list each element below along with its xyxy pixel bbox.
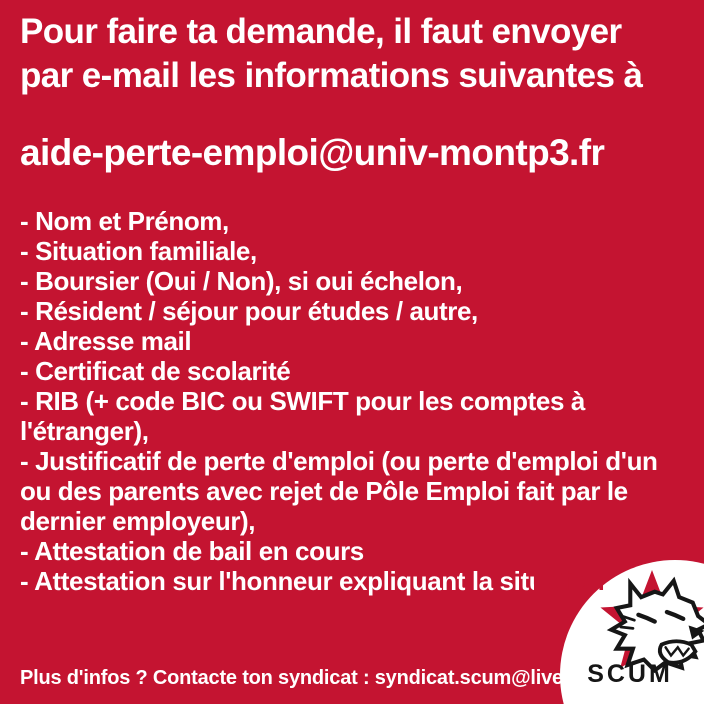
- footer-contact-note: Plus d'infos ? Contacte ton syndicat : syndicat.scum@live.fr: [20, 667, 583, 689]
- list-item: - Certificat de scolarité: [20, 356, 291, 387]
- title-line-1: Pour faire ta demande, il faut envoyer: [20, 12, 622, 51]
- list-item: - RIB (+ code BIC ou SWIFT pour les comptes à l'étranger),: [20, 386, 585, 447]
- list-item: - Attestation sur l'honneur expliquant la situation: [20, 566, 605, 597]
- list-item: - Situation familiale,: [20, 236, 257, 267]
- list-item: - Boursier (Oui / Non), si oui échelon,: [20, 266, 463, 297]
- logo-text: SCUM: [587, 660, 673, 688]
- title-line-2: par e-mail les informations suivantes à: [20, 56, 643, 96]
- list-item: - Adresse mail: [20, 326, 192, 357]
- list-item: - Nom et Prénom,: [20, 206, 229, 237]
- poster-title: [20, 10, 684, 98]
- list-item: - Attestation de bail en cours: [20, 536, 364, 567]
- list-item: - Résident / séjour pour études / autre,: [20, 296, 478, 327]
- email-address: aide-perte-emploi@univ-montp3.fr: [20, 132, 605, 174]
- list-item: - Justificatif de perte d'emploi (ou perte d'emploi d'un ou des parents avec rejet de Pôle Emploi fait par le dernier employeur),: [20, 446, 658, 537]
- required-info-list: [20, 206, 684, 596]
